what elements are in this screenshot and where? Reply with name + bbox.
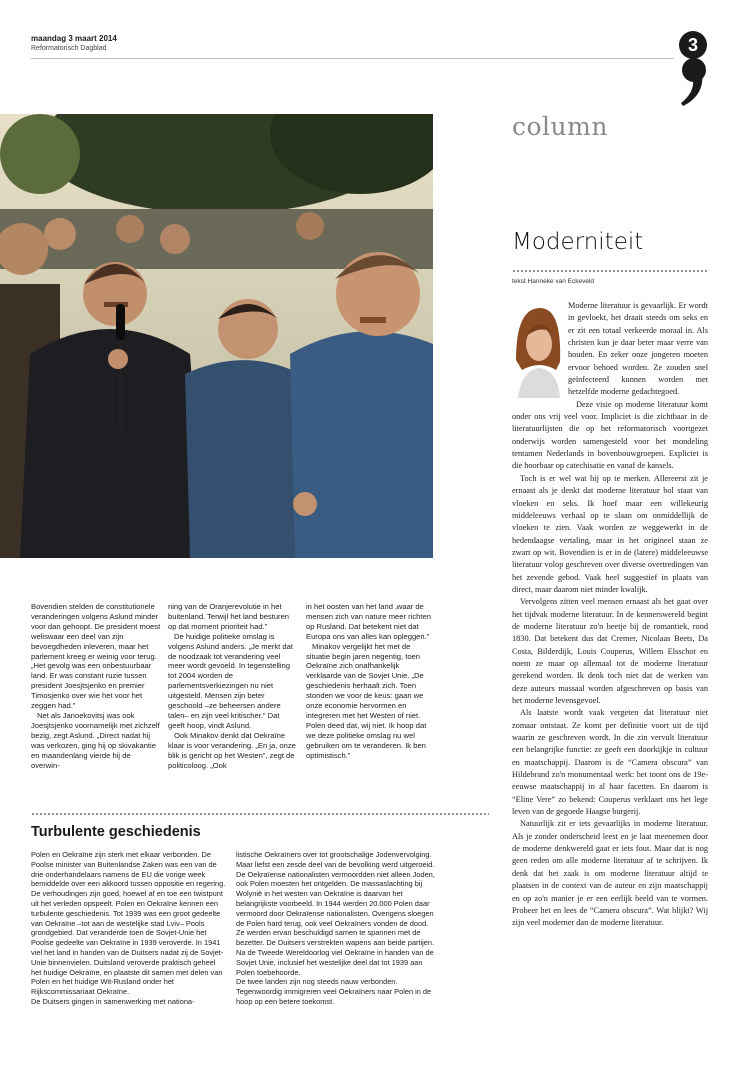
paragraph: Bovendien stelden de constitutionele veranderingen volgens Aslund minder voor dan gehoopt. De president moest weliswaar een deel van zijn bevoegdheden inleveren, maar het parlement kreeg er weinig voor terug. „Het gevolg was een onbestuurbaar land. Er was constant ruzie tussen president Joesjtsjenko en premier Timosjenko over wie het voor het zeggen had.” [31, 602, 161, 711]
byline: tekst Hanneke van Eckeveld [512, 278, 595, 285]
crowd-photo [0, 114, 433, 558]
paragraph: Net als Janoekovitsj was ook Joesjtsjenko voornamelijk met zichzelf bezig, zegt Aslund. „Direct nadat hij was verkozen, ging hij op skivakantie en maandenlang vierde hij de overwin- [31, 710, 160, 770]
paragraph: Vervolgens zitten veel mensen ernaast als het gaat over het tijdvak moderne literatuur. In de kennerswereld begint de moderne literatuur zo'n beetje bij de romantiek, rond 1830. Dat betekent dus dat Cremer, Nicolaas Beets, Da Costa, Bilderdijk, Louis Couperus, Willem Elsschot en noem ze maar op allemaal tot de moderne literatuur gerekend worden. Ik denk toch niet dat de werken van deze auteurs massaal worden afgeschreven op basis van het moderne levensgevoel. [512, 597, 708, 705]
portrait-spacer [512, 300, 568, 400]
paragraph: ning van de Oranjerevolutie in het buitenland. Terwijl het land besturen op dat moment prioriteit had.” [168, 602, 290, 631]
article-column-3 [306, 602, 436, 761]
masthead-divider [31, 58, 674, 59]
article-column-1 [31, 602, 161, 770]
article-photo [0, 114, 433, 558]
column-title: Moderniteit [512, 229, 644, 255]
dotted-divider [31, 812, 489, 816]
sidebar-column-2: listische Oekraïners over tot grootschalige Jodenvervolging. Maar liefst een zesde deel van de bevolking werd uitgeroeid. De Oekraïense nationalisten vermoordden niet alleen Joden, ook Polen moesten het ontgelden. De massaslachting bij Wolynië in het westen van Oekraïne is daarvan het belangrijkste voorbeeld. In 1944 werden 20.000 Polen daar vermoord door Oekraïense nationalisten. Overigens sloegen de Polen hard terug, ook veel Oekraïners vonden de dood. Ze werden ervan beschuldigd samen te spannen met de bezetter. De Duitsers verstrekten wapens aan beide partijen. Na de Tweede Wereldoorlog viel Oekraïne in handen van de Sovjet Unie, inclusief het westelijke deel dat tot 1939 aan Polen toebehoorde. De twee landen zijn nog steeds nauw verbonden. Tegenwoordig immigreren veel Oekraïners naar Polen in de hoop op een betere toekomst. [236, 850, 435, 1006]
paragraph: De huidige politieke omslag is volgens Aslund anders. „Je merkt dat de noodzaak tot verandering veel meer wordt gevoeld. In tegenstelling tot 2004 worden de parlementsverkiezingen nu niet uitgesteld. Mensen zijn beter geschoold –ze beheersen andere talen– en zijn veel kritischer.” Dat geeft hoop, vindt Aslund. [168, 631, 293, 730]
paragraph: Als laatste wordt vaak vergeten dat literatuur niet zomaar ontstaat. Ze komt per definitie voort uit de tijd waarin ze geschreven wordt. In die zin vervult literatuur een belangrijke functie: ze geeft een doorkijkje in cultuur en maatschappij. Daarom is de “Camera obscura” van Hildebrand zo'n monumentaal werk: het toont ons de 19e-eeuwse maatschappij in al haar facetten. En daarom is “Eline Vere” zo bekend: Couperus verklaart ons het lege leven van de gegoede Haagse burgerij. [512, 708, 708, 817]
comma-logo-icon [680, 56, 707, 108]
paragraph: Moderne literatuur is gevaarlijk. Er wordt in gevloekt, het draait steeds om seks en er zit een totaal verkeerde moraal in. Als christen kun je daar beter maar verre van houden. En zeker onze jongeren moeten ervoor behoed worden. Ze zouden snel geïnfecteerd kunnen worden met hetzelfde moderne gedachtegoed. [568, 301, 708, 397]
page-number-badge: 3 [679, 31, 707, 59]
paragraph: Minakov vergelijkt het met de situatie begin jaren negentig, toen Oekraïne zich onafhankelijk verklaarde van de Sovjet Unie. „De geschiedenis herhaalt zich. Toen stonden we voor de keus: gaan we onze economie hervormen en integreren met het Westen of niet. Polen deed dat, wij niet. Ik hoop dat we deze politieke omslag nu wel gebruiken om te veranderen. Ik ben optimistisch.” [306, 641, 427, 760]
paragraph: Deze visie op moderne literatuur komt onder ons vrij veel voor. Impliciet is die zichtbaar in de literatuurlijsten die op het reformatorisch voortgezet onderwijs worden samengesteld voor het mondeling tentamen Nederlands in bovenbouwgroepen. Expliciet is die hoorbaar op catechisatie en vanaf de kansels. [512, 399, 708, 471]
paragraph: Toch is er wel wat bij op te merken. Allereerst zit je ernaast als je denkt dat moderne literatuur bol staat van vloeken en seks. Ik hoef maar een willekeurig middeleeuws verhaal op te slaan om onmiddellijk de vloeken te zien. Vaak worden ze weggewerkt in de hedendaagse vertaling, maar in het origineel staan ze zwart op wit. Bovendien is er in de (latere) middeleeuwse literatuur volop geschreven over diverse overtredingen van het zevende gebod. Vaak heel suggestief in plaats van direct, maar daarom niet minder kwalijk. [512, 473, 708, 594]
masthead-newspaper-name: Reformatorisch Dagblad [31, 45, 107, 52]
paragraph: Ook Minakov denkt dat Oekraïne klaar is voor verandering. „En ja, onze blik is gericht op het Westen”, zegt de politicoloog. „Ook [168, 730, 296, 770]
paragraph: Natuurlijk zit er iets gevaarlijks in moderne literatuur. Als je zonder onderscheid leest en je laat meenemen door de moderne denkwereld gaat er iets fout. Maar dat is nog geen reden om alle moderne literatuur af te schrijven. Ik denk dat het zaak is om moderne literatuur altijd te plaatsen in de context van de auteur en zijn maatschappij en op zo'n manier je er een eerlijk beeld van te vormen. Probeer het en lees de “Camera obscura”. Wat blijkt? Wij zijn veel moderner dan de moderne literatuur. [512, 819, 708, 928]
article-column-2 [168, 602, 298, 770]
sidebar-column-1: Polen en Oekraïne zijn sterk met elkaar verbonden. De Poolse minister van Buitenlandse Zaken was een van de drie onderhandelaars namens de EU die vorige week bemiddelde over een akkoord tussen oppositie en regering. De verhoudingen zijn goed, hoewel af en toe een twistpunt uit het verleden opspeelt. Polen en Oekraïne kennen een turbulente geschiedenis. Tot 1939 was een groot gedeelte van Oekraïne –tot aan de westelijke stad Lviv– Pools grondgebied. Dat veranderde toen de Sovjet-Unie het Poolse gedeelte van Oekraïne in 1939 veroverde. In 1941 viel het land in handen van de Duitsers nadat zij de Sovjet-Unie binnenvielen. Duitsland veroverde praktisch geheel het huidige Oekraïne, en plaatste dit samen met delen van Polen en het huidige Wit-Rusland onder het Rijkscommissariaat Oekraïne. De Duitsers gingen in samenwerking met nationa- [31, 850, 226, 1006]
paragraph: in het oosten van het land ‚waar de mensen zich van nature meer richten op Rusland. Dat betekent niet dat Europa ons van alles kan opleggen.” [306, 602, 431, 641]
column-body [512, 300, 708, 930]
sidebar-title: Turbulente geschiedenis [31, 824, 201, 840]
dotted-divider [512, 269, 708, 273]
masthead-date: maandag 3 maart 2014 [31, 34, 117, 43]
column-label: column [512, 112, 608, 141]
